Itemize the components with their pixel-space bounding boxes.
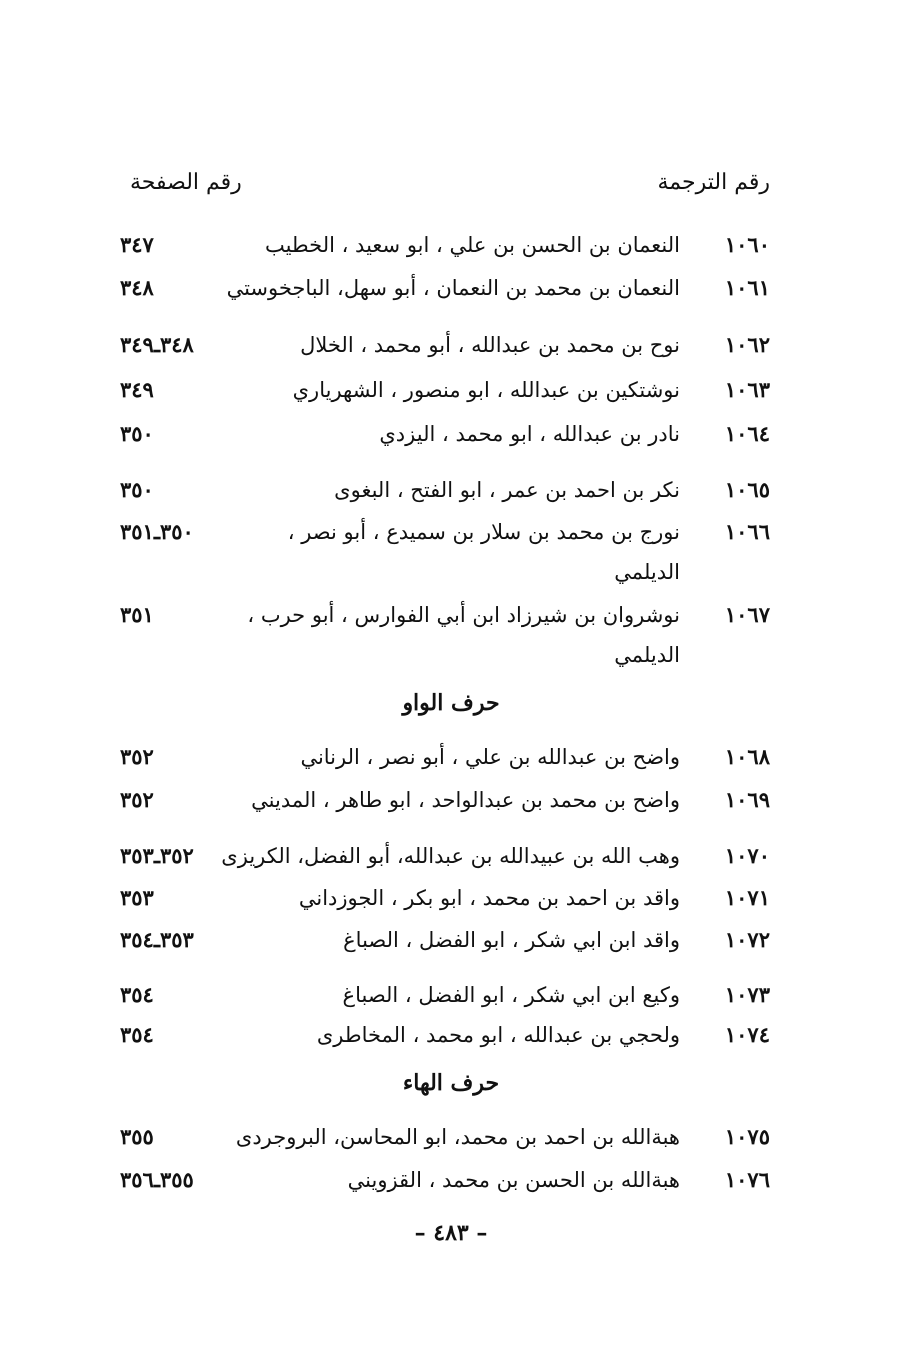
entry-number: ١٠٧٠ (724, 843, 770, 868)
entry-number: ١٠٦٤ (724, 421, 770, 446)
entry-number: ١٠٧٣ (724, 982, 770, 1007)
entry-name: نوح بن محمد بن عبدالله ، أبو محمد ، الخلال (300, 333, 680, 357)
entry-name: ولحجي بن عبدالله ، ابو محمد ، المخاطرى (316, 1023, 680, 1047)
entry-number: ١٠٦٠ (724, 232, 770, 257)
entry-number: ١٠٧٥ (724, 1124, 770, 1149)
entry-page: ٣٤٩ (120, 377, 154, 402)
section-heading-ha: حرف الهاء (402, 1070, 500, 1096)
entry-name: نوشتكين بن عبدالله ، ابو منصور ، الشهرياري (292, 378, 680, 402)
index-entry (120, 737, 770, 777)
index-entry (120, 1015, 770, 1055)
index-entry (120, 780, 770, 820)
entry-number: ١٠٧٢ (724, 927, 770, 952)
index-entry (120, 325, 770, 365)
entry-name: النعمان بن محمد بن النعمان ، أبو سهل، الباجخوستي (226, 276, 680, 300)
header-entry-number: رقم الترجمة (657, 170, 770, 195)
entry-number: ١٠٦٥ (724, 477, 770, 502)
entry-name-continuation: الديلمي (614, 560, 680, 584)
section-heading-waw: حرف الواو (402, 690, 500, 716)
entry-number: ١٠٦٣ (724, 377, 770, 402)
entry-page: ٣٥٢ (120, 787, 154, 812)
index-entry (120, 878, 770, 918)
entry-page: ٣٥٤ (120, 982, 154, 1007)
entry-number: ١٠٦١ (724, 275, 770, 300)
index-entry (120, 414, 770, 454)
index-entry (120, 920, 770, 960)
entry-page: ٣٥١ (120, 602, 154, 627)
entry-page: ٣٤٧ (120, 232, 154, 257)
entry-page: ٣٥٢ـ٣٥٣ (120, 843, 194, 868)
entry-page: ٣٥٢ (120, 744, 154, 769)
entry-name: نورج بن محمد بن سلار بن سميدع ، أبو نصر ، (287, 520, 680, 544)
index-entry (120, 595, 770, 667)
entry-name: هبةالله بن احمد بن محمد، ابو المحاسن، البروجردى (235, 1125, 680, 1149)
entry-page: ٣٥٣ـ٣٥٤ (120, 927, 194, 952)
index-entry (120, 975, 770, 1015)
index-entry (120, 268, 770, 308)
entry-page: ٣٥٥ـ٣٥٦ (120, 1167, 194, 1192)
entry-page: ٣٥٤ (120, 1022, 154, 1047)
entry-name-continuation: الديلمي (614, 643, 680, 667)
index-entry (120, 1160, 770, 1200)
index-entry (120, 370, 770, 410)
index-entry (120, 1117, 770, 1157)
entry-page: ٣٥٠ (120, 477, 154, 502)
entry-page: ٣٤٨ـ٣٤٩ (120, 332, 194, 357)
index-entry (120, 836, 770, 876)
entry-name: واضح بن محمد بن عبدالواحد ، ابو طاهر ، المديني (251, 788, 680, 812)
entry-name: وكيع ابن ابي شكر ، ابو الفضل ، الصباغ (342, 983, 680, 1007)
entry-number: ١٠٦٧ (724, 602, 770, 627)
entry-name: واقد ابن ابي شكر ، ابو الفضل ، الصباغ (343, 928, 680, 952)
entry-name: واقد بن احمد بن محمد ، ابو بكر ، الجوزداني (298, 886, 680, 910)
page-number-footer: – ٤٨٣ – (414, 1220, 488, 1246)
entry-name: نوشروان بن شيرزاد ابن أبي الفوارس ، أبو حرب ، (247, 603, 680, 627)
entry-page: ٣٤٨ (120, 275, 154, 300)
entry-number: ١٠٦٨ (724, 744, 770, 769)
entry-number: ١٠٦٦ (724, 519, 770, 544)
index-entry (120, 470, 770, 510)
entry-page: ٣٥٠ـ٣٥١ (120, 519, 194, 544)
entry-number: ١٠٦٢ (724, 332, 770, 357)
entry-number: ١٠٦٩ (724, 787, 770, 812)
entry-name: واضح بن عبدالله بن علي ، أبو نصر ، الرناني (300, 745, 680, 769)
entry-page: ٣٥٣ (120, 885, 154, 910)
entry-name: النعمان بن الحسن بن علي ، ابو سعيد ، الخطيب (264, 233, 680, 257)
header-page-number: رقم الصفحة (130, 170, 242, 195)
entry-number: ١٠٧٦ (724, 1167, 770, 1192)
entry-page: ٣٥٥ (120, 1124, 154, 1149)
index-entry (120, 512, 770, 584)
entry-name: وهب الله بن عبيدالله بن عبدالله، أبو الفضل، الكريزى (221, 844, 680, 868)
entry-number: ١٠٧٤ (724, 1022, 770, 1047)
entry-number: ١٠٧١ (724, 885, 770, 910)
entry-page: ٣٥٠ (120, 421, 154, 446)
index-entry (120, 225, 770, 265)
entry-name: نكر بن احمد بن عمر ، ابو الفتح ، البغوى (334, 478, 680, 502)
entry-name: هبةالله بن الحسن بن محمد ، القزويني (347, 1168, 680, 1192)
entry-name: نادر بن عبدالله ، ابو محمد ، اليزدي (379, 422, 680, 446)
